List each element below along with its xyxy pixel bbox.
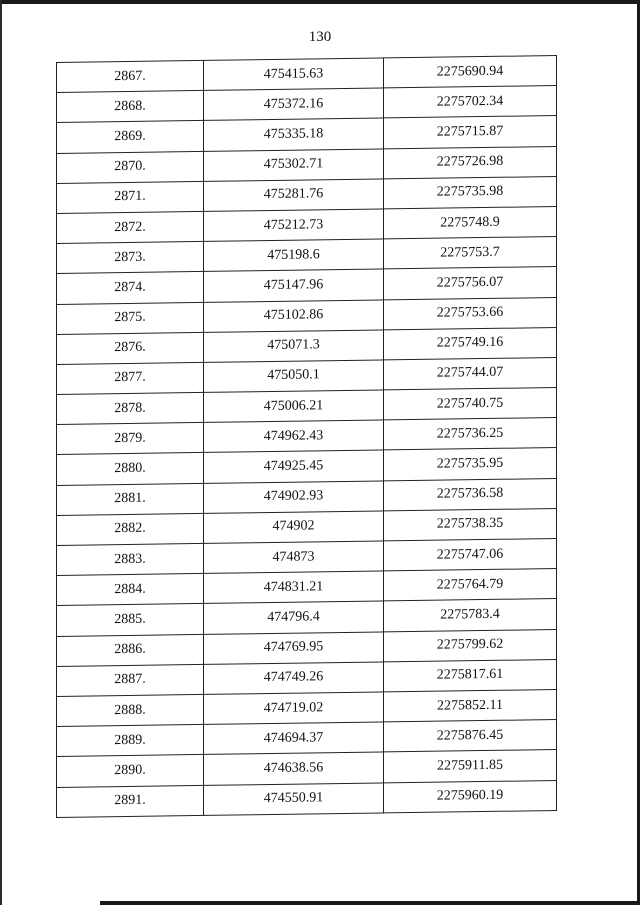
x-coordinate-cell: 474873 [204, 541, 384, 574]
x-coordinate-cell: 474749.26 [204, 662, 384, 695]
y-coordinate-cell: 2275690.94 [384, 56, 557, 89]
x-coordinate-cell: 474796.4 [204, 601, 384, 634]
y-coordinate-cell: 2275748.9 [384, 206, 557, 239]
page-number: 130 [308, 29, 332, 45]
point-number-cell: 2885. [57, 604, 204, 636]
x-coordinate-cell: 475281.76 [204, 179, 384, 212]
x-coordinate-cell: 475071.3 [204, 330, 384, 363]
point-number-cell: 2873. [57, 242, 204, 274]
x-coordinate-cell: 474831.21 [204, 571, 384, 604]
scan-border-bottom [100, 901, 640, 905]
x-coordinate-cell: 474962.43 [204, 420, 384, 453]
y-coordinate-cell: 2275736.58 [384, 478, 557, 511]
x-coordinate-cell: 475050.1 [204, 360, 384, 393]
x-coordinate-cell: 475198.6 [204, 239, 384, 272]
point-number-cell: 2887. [57, 664, 204, 696]
point-number-cell: 2881. [57, 483, 204, 515]
y-coordinate-cell: 2275735.98 [384, 176, 557, 209]
x-coordinate-cell: 475335.18 [204, 118, 384, 151]
scan-border-top [0, 0, 640, 4]
y-coordinate-cell: 2275960.19 [384, 780, 557, 813]
coordinates-table [56, 55, 557, 818]
point-number-cell: 2890. [57, 755, 204, 787]
point-number-cell: 2868. [57, 91, 204, 123]
point-number-cell: 2889. [57, 725, 204, 757]
x-coordinate-cell: 475147.96 [204, 269, 384, 302]
x-coordinate-cell: 475102.86 [204, 299, 384, 332]
y-coordinate-cell: 2275738.35 [384, 508, 557, 541]
y-coordinate-cell: 2275799.62 [384, 629, 557, 662]
y-coordinate-cell: 2275756.07 [384, 267, 557, 300]
y-coordinate-cell: 2275715.87 [384, 116, 557, 149]
x-coordinate-cell: 474769.95 [204, 631, 384, 664]
point-number-cell: 2876. [57, 332, 204, 364]
coordinates-table-body [57, 56, 557, 818]
scan-border-left [0, 0, 2, 905]
point-number-cell: 2871. [57, 181, 204, 213]
y-coordinate-cell: 2275749.16 [384, 327, 557, 360]
y-coordinate-cell: 2275735.95 [384, 448, 557, 481]
point-number-cell: 2877. [57, 362, 204, 394]
x-coordinate-cell: 475302.71 [204, 148, 384, 181]
y-coordinate-cell: 2275702.34 [384, 86, 557, 119]
x-coordinate-cell: 475372.16 [204, 88, 384, 121]
y-coordinate-cell: 2275817.61 [384, 659, 557, 692]
y-coordinate-cell: 2275747.06 [384, 539, 557, 572]
point-number-cell: 2867. [57, 60, 204, 92]
x-coordinate-cell: 475212.73 [204, 209, 384, 242]
point-number-cell: 2891. [57, 785, 204, 817]
x-coordinate-cell: 475415.63 [204, 58, 384, 91]
table-row [57, 780, 557, 817]
point-number-cell: 2884. [57, 574, 204, 606]
y-coordinate-cell: 2275876.45 [384, 720, 557, 753]
point-number-cell: 2872. [57, 211, 204, 243]
y-coordinate-cell: 2275753.66 [384, 297, 557, 330]
x-coordinate-cell: 474902.93 [204, 481, 384, 514]
point-number-cell: 2869. [57, 121, 204, 153]
point-number-cell: 2883. [57, 543, 204, 575]
point-number-cell: 2882. [57, 513, 204, 545]
y-coordinate-cell: 2275911.85 [384, 750, 557, 783]
point-number-cell: 2874. [57, 272, 204, 304]
y-coordinate-cell: 2275783.4 [384, 599, 557, 632]
x-coordinate-cell: 474638.56 [204, 752, 384, 785]
point-number-cell: 2875. [57, 302, 204, 334]
y-coordinate-cell: 2275753.7 [384, 237, 557, 270]
x-coordinate-cell: 474902 [204, 511, 384, 544]
x-coordinate-cell: 474925.45 [204, 450, 384, 483]
point-number-cell: 2879. [57, 423, 204, 455]
coordinates-table-container [56, 55, 556, 818]
x-coordinate-cell: 474550.91 [204, 782, 384, 815]
point-number-cell: 2886. [57, 634, 204, 666]
point-number-cell: 2880. [57, 453, 204, 485]
point-number-cell: 2870. [57, 151, 204, 183]
point-number-cell: 2888. [57, 694, 204, 726]
x-coordinate-cell: 474719.02 [204, 692, 384, 725]
x-coordinate-cell: 475006.21 [204, 390, 384, 423]
point-number-cell: 2878. [57, 393, 204, 425]
y-coordinate-cell: 2275740.75 [384, 388, 557, 421]
x-coordinate-cell: 474694.37 [204, 722, 384, 755]
y-coordinate-cell: 2275736.25 [384, 418, 557, 451]
y-coordinate-cell: 2275852.11 [384, 689, 557, 722]
y-coordinate-cell: 2275764.79 [384, 569, 557, 602]
y-coordinate-cell: 2275744.07 [384, 357, 557, 390]
y-coordinate-cell: 2275726.98 [384, 146, 557, 179]
